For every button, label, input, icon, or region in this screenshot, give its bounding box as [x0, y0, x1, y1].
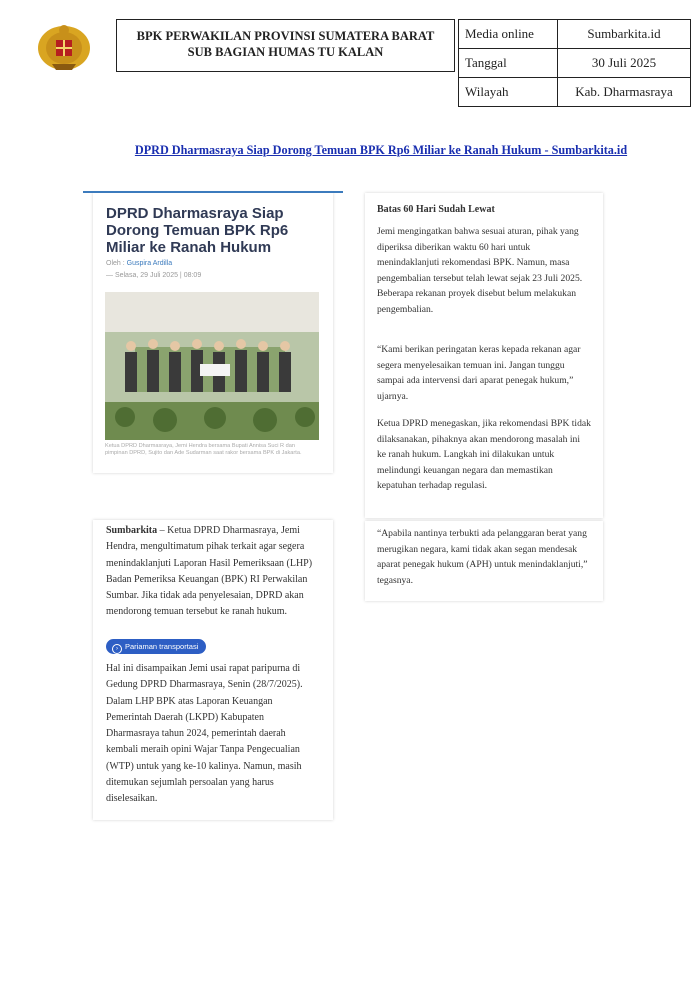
- byline: [106, 260, 172, 267]
- org-unit: SUB BAGIAN HUMAS TU KALAN: [187, 45, 384, 59]
- clipping-quote: [365, 521, 603, 601]
- related-link-button[interactable]: [106, 639, 206, 654]
- subheading: Batas 60 Hari Sudah Lewat: [377, 204, 495, 215]
- garuda-emblem-icon: [36, 18, 92, 74]
- photo-caption: Ketua DPRD Dharmasraya, Jemi Hendra bersama Bupati Annisa Suci R dan pimpinan DPRD, Sujito dan Ade Sudarman saat rakor bersama BPK di Jakarta.: [105, 443, 302, 456]
- arrow-circle-icon: ›: [112, 644, 122, 654]
- brand-name: Sumbarkita: [106, 525, 158, 536]
- quote-paragraph: “Kami berikan peringatan keras kepada rekanan agar segera menyelesaikan temuan ini. Jangan tunggu sampai ada intervensi dari aparat penegak hukum,” ujarnya.: [377, 344, 581, 402]
- meta-label: Wilayah: [459, 78, 558, 107]
- meta-label: Media online: [459, 20, 558, 49]
- meta-row-region: [459, 78, 691, 107]
- meeting-photo: [105, 292, 319, 440]
- body-paragraph: Ketua DPRD menegaskan, jika rekomendasi BPK tidak dilaksanakan, pihaknya akan mendorong masalah ini ke ranah hukum. Langkah ini dilakukan untuk melindungi keuangan negara dan memastikan kepatuhan terhadap regulasi.: [377, 418, 591, 492]
- article-link[interactable]: DPRD Dharmasraya Siap Dorong Temuan BPK Rp6 Miliar ke Ranah Hukum - Sumbarkita.id: [134, 143, 628, 157]
- byline-prefix: Oleh :: [106, 260, 125, 267]
- clipping-lead: [93, 520, 333, 820]
- body-paragraph: Jemi mengingatkan bahwa sesuai aturan, pihak yang diperiksa diberikan waktu 60 hari untuk menindaklanjuti rekomendasi BPK. Namun, masa pengembalian tersebut telah lewat sejak 23 Juli 2025. Beberapa rekanan proyek disebut belum melakukan pengembalian.: [377, 226, 583, 315]
- lead-paragraph: [106, 523, 318, 621]
- author-link[interactable]: Guspira Ardilla: [126, 260, 173, 267]
- publish-date: — Selasa, 29 Juli 2025 | 08:09: [106, 272, 202, 279]
- meta-value: 30 Juli 2025: [558, 49, 691, 78]
- clipping-body: [365, 193, 603, 518]
- org-name: BPK PERWAKILAN PROVINSI SUMATERA BARAT: [136, 29, 435, 43]
- meta-row-media: [459, 20, 691, 49]
- body-paragraph: Hal ini disampaikan Jemi usai rapat paripurna di Gedung DPRD Dharmasraya, Senin (28/7/2025). Dalam LHP BPK atas Laporan Keuangan Pemerintah Daerah (LKPD) Kabupaten Dharmasraya tahun 2024, pemerintah daerah kembali meraih opini Wajar Tanpa Pengecualian (WTP) untuk yang ke-10 kalinya. Namun, masih ditemukan sejumlah persoalan yang harus diselesaikan.: [106, 663, 303, 805]
- media-meta-table: [458, 19, 691, 107]
- meta-row-date: [459, 49, 691, 78]
- organization-header: [116, 19, 455, 72]
- clipping-title-photo: [93, 193, 333, 473]
- article-title: DPRD Dharmasraya Siap Dorong Temuan BPK Rp6 Miliar ke Ranah Hukum: [106, 205, 289, 256]
- meta-value: Sumbarkita.id: [558, 20, 691, 49]
- meta-value: Kab. Dharmasraya: [558, 78, 691, 107]
- lead-text: – Ketua DPRD Dharmasraya, Jemi Hendra, mengultimatum pihak terkait agar segera menindaklanjuti Laporan Hasil Pemeriksaan (LHP) Badan Pemeriksa Keuangan (BPK) RI Perwakilan Sumbar. Jika tidak ada penyelesaian, DPRD akan mendorong temuan tersebut ke ranah hukum.: [106, 525, 313, 618]
- related-label: Pariaman transportasi: [125, 642, 199, 651]
- accent-bar: [83, 191, 343, 193]
- meta-label: Tanggal: [459, 49, 558, 78]
- quote-paragraph: “Apabila nantinya terbukti ada pelanggaran berat yang merugikan negara, kami tidak akan segan mendesak aparat penegak hukum (APH) untuk menindaklanjuti,” tegasnya.: [377, 528, 588, 586]
